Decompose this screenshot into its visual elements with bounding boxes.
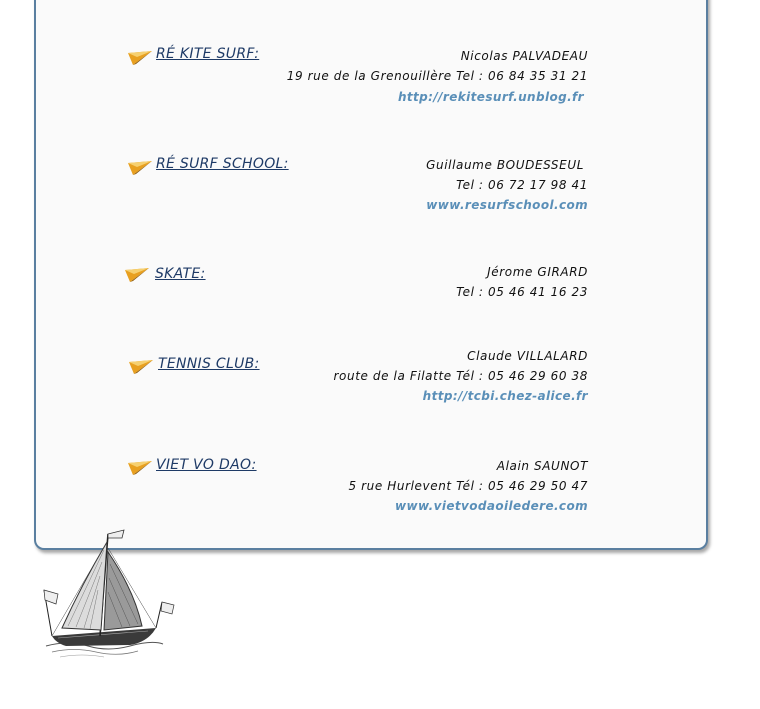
club-name-link[interactable]: SKATE:: [155, 266, 206, 282]
arrow-bullet-icon: [128, 359, 154, 375]
contact-phone: Tel : 06 72 17 98 41: [456, 178, 588, 192]
contact-name: Jérome GIRARD: [487, 265, 588, 279]
club-entry-skate: [0, 264, 760, 334]
arrow-bullet-icon: [127, 50, 153, 66]
website-link[interactable]: http://rekitesurf.unblog.fr: [397, 90, 584, 104]
contact-name: Alain SAUNOT: [496, 459, 588, 473]
club-entry-re-kite-surf: [0, 44, 760, 114]
website-link[interactable]: http://tcbi.chez-alice.fr: [422, 389, 588, 403]
club-entry-re-surf-school: [0, 154, 760, 224]
website-link[interactable]: www.resurfschool.com: [426, 198, 588, 212]
sailboat-illustration: [38, 528, 178, 663]
arrow-bullet-icon: [127, 460, 153, 476]
contact-address-phone: 5 rue Hurlevent Tél : 05 46 29 50 47: [348, 479, 588, 493]
club-name-link[interactable]: RÉ SURF SCHOOL:: [156, 156, 289, 172]
club-entry-tennis-club: [0, 348, 760, 418]
club-name-link[interactable]: VIET VO DAO:: [156, 457, 257, 473]
arrow-bullet-icon: [124, 267, 150, 283]
contact-name: Guillaume BOUDESSEUL: [426, 158, 584, 172]
website-link[interactable]: www.vietvodaoiledere.com: [394, 499, 588, 513]
arrow-bullet-icon: [127, 160, 153, 176]
contact-address-phone: 19 rue de la Grenouillère Tel : 06 84 35 31 21: [286, 69, 588, 83]
contact-name: Claude VILLALARD: [467, 349, 588, 363]
contact-address-phone: route de la Filatte Tél : 05 46 29 60 38: [333, 369, 588, 383]
club-name-link[interactable]: RÉ KITE SURF:: [156, 46, 260, 62]
club-entry-viet-vo-dao: [0, 456, 760, 526]
contact-name: Nicolas PALVADEAU: [460, 49, 588, 63]
contact-phone: Tel : 05 46 41 16 23: [456, 285, 588, 299]
club-name-link[interactable]: TENNIS CLUB:: [158, 356, 260, 372]
